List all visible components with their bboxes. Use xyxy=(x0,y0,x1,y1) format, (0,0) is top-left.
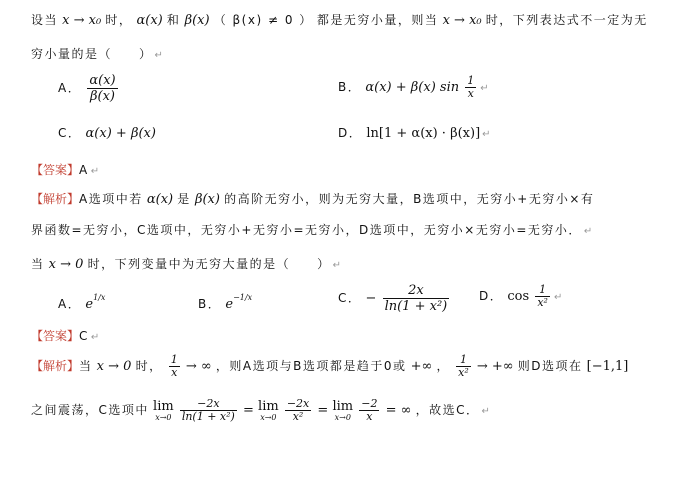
q2-analysis-condition: x → 0 xyxy=(96,359,132,374)
q2-option-d-fn: cos xyxy=(507,289,530,304)
q2-option-c xyxy=(338,283,451,314)
q1-stem-condition-2: x → x₀ xyxy=(442,13,482,28)
q2-option-c-fraction xyxy=(383,283,450,314)
paragraph-mark: ↵ xyxy=(583,226,593,237)
option-label: A． xyxy=(58,81,82,95)
paragraph-mark: ↵ xyxy=(482,129,491,140)
numerator: −2x xyxy=(286,397,310,410)
numerator: α(x) xyxy=(89,73,116,88)
q2-stem-condition: x → 0 xyxy=(48,257,84,272)
numerator: −2x xyxy=(180,398,237,411)
numerator: 1 xyxy=(170,353,178,366)
q1-option-c xyxy=(58,124,156,141)
q2-stem-text: 时，下列变量中为无穷大量的是（ ） xyxy=(87,257,331,271)
q1-stem-line-1 xyxy=(31,11,648,30)
denominator: x² xyxy=(537,296,548,309)
q1-beta: β(x) xyxy=(184,13,210,28)
q2-analysis-text: ，故选C． xyxy=(415,403,480,417)
q1-paren-condition: （ β(x) ≠ 0 ） xyxy=(213,13,313,27)
q2-analysis-line-2 xyxy=(31,398,490,423)
q2-option-a xyxy=(58,293,105,312)
q2-analysis-text: 之间震荡，C选项中 xyxy=(31,403,149,417)
option-label: D． xyxy=(479,289,504,303)
q1-analysis-text: 的高阶无穷小，则为无穷大量，B选项中，无穷小+无穷小×有 xyxy=(224,192,595,206)
q1-stem-text: 都是无穷小量，则当 xyxy=(316,13,439,27)
q1-stem-line-2 xyxy=(31,45,163,65)
denominator: ln(1 + x²) xyxy=(181,410,235,423)
q2-limit-fraction-1 xyxy=(180,398,237,423)
q2-analysis-text: 则D选项在 xyxy=(517,359,583,373)
equals-sign: = xyxy=(242,403,254,418)
numerator: 1 xyxy=(456,354,471,367)
lim-subscript: x→0 xyxy=(334,412,351,422)
q2-option-c-sign: − xyxy=(365,291,377,306)
q1-stem-text: 穷小量的是（ ） xyxy=(31,47,153,61)
q2-analysis-limit-2: → +∞ xyxy=(476,359,514,374)
option-label: B． xyxy=(198,297,222,311)
q1-analysis-text: 界函数=无穷小，C选项中，无穷小+无穷小=无穷小，D选项中，无穷小×无穷小=无穷小． xyxy=(31,223,582,237)
numerator: 1 xyxy=(467,74,475,87)
q1-stem-text: 时，下列表达式不一定为无 xyxy=(485,13,648,27)
analysis-tag: 【解析】 xyxy=(31,359,80,373)
limit-operator xyxy=(258,400,279,422)
denominator: x² xyxy=(292,410,304,423)
q1-option-d-expr: ln[1 + α(x) · β(x)] xyxy=(366,126,481,141)
q2-option-d xyxy=(479,284,562,309)
q1-answer: A xyxy=(79,163,89,177)
q2-analysis-text: ， xyxy=(436,359,450,373)
q1-stem-text: 时， xyxy=(105,13,133,27)
lim-subscript: x→0 xyxy=(260,412,277,422)
q2-analysis-infinity: +∞ xyxy=(410,359,433,374)
q1-option-a-fraction xyxy=(87,73,117,104)
limit-operator xyxy=(332,400,353,422)
q1-alpha: α(x) xyxy=(136,13,163,28)
q1-option-b xyxy=(338,75,489,100)
q1-analysis-text: 是 xyxy=(177,192,191,206)
q2-option-b-exponent: −1/x xyxy=(233,293,253,302)
option-label: C． xyxy=(58,126,82,140)
option-label: B． xyxy=(338,80,362,94)
numerator: 2x xyxy=(383,283,450,299)
q2-option-b-base: e xyxy=(225,297,234,312)
q1-and: 和 xyxy=(166,13,181,27)
paragraph-mark: ↵ xyxy=(154,50,163,61)
option-label: D． xyxy=(338,126,363,140)
answer-tag: 【答案】 xyxy=(31,163,80,177)
q1-stem-condition: x → x₀ xyxy=(62,13,102,28)
q1-option-b-fraction xyxy=(465,75,476,100)
lim-word: lim xyxy=(258,398,279,414)
analysis-tag: 【解析】 xyxy=(31,192,80,206)
paragraph-mark: ↵ xyxy=(90,166,100,177)
q1-analysis-line-2 xyxy=(31,221,592,241)
option-label: C． xyxy=(338,291,362,305)
q2-limit-fraction-3 xyxy=(359,398,379,423)
q1-answer-line xyxy=(31,161,99,181)
q2-answer: C xyxy=(79,329,89,343)
q1-analysis-line-1 xyxy=(31,190,594,209)
q1-analysis-text: A选项中若 xyxy=(79,192,143,206)
q2-analysis-line-1 xyxy=(31,354,628,379)
q1-analysis-alpha: α(x) xyxy=(146,192,174,207)
paragraph-mark: ↵ xyxy=(90,332,100,343)
denominator: x² xyxy=(458,366,469,379)
denominator: x xyxy=(467,87,474,100)
q2-stem-text: 当 xyxy=(31,257,45,271)
denominator: β(x) xyxy=(89,89,115,104)
denominator: x xyxy=(171,366,178,379)
q1-option-d xyxy=(338,124,491,141)
q2-analysis-fraction-1 xyxy=(169,354,180,379)
limit-operator xyxy=(153,400,174,422)
paragraph-mark: ↵ xyxy=(481,406,490,417)
paragraph-mark: ↵ xyxy=(553,292,563,303)
q2-analysis-limit: → ∞ xyxy=(185,359,212,374)
q2-stem-line xyxy=(31,255,341,275)
q1-analysis-beta: β(x) xyxy=(194,192,220,207)
option-label: A． xyxy=(58,297,82,311)
q2-limit-fraction-2 xyxy=(285,398,311,423)
q1-stem-text: 设当 xyxy=(31,13,59,27)
q2-analysis-interval: [−1,1] xyxy=(586,359,629,374)
q1-option-c-expr: α(x) + β(x) xyxy=(85,126,156,141)
denominator: x xyxy=(366,410,373,423)
q2-option-b xyxy=(198,293,252,312)
q2-option-d-fraction xyxy=(535,284,550,309)
q2-option-a-base: e xyxy=(85,297,94,312)
q2-analysis-text: 当 xyxy=(79,359,93,373)
numerator: −2 xyxy=(361,397,378,410)
denominator: ln(1 + x²) xyxy=(384,299,448,314)
q2-analysis-text: ，则A选项与B选项都是趋于0或 xyxy=(215,359,407,373)
q2-option-a-exponent: 1/x xyxy=(93,293,106,302)
q2-analysis-text: 时， xyxy=(135,359,163,373)
q2-answer-line xyxy=(31,327,99,347)
q1-option-a xyxy=(58,73,120,104)
paragraph-mark: ↵ xyxy=(332,260,341,271)
equals-sign: = xyxy=(317,403,329,418)
lim-word: lim xyxy=(332,398,354,414)
numerator: 1 xyxy=(535,284,550,297)
lim-subscript: x→0 xyxy=(155,412,172,422)
q1-option-b-expr: α(x) + β(x) sin xyxy=(365,80,460,95)
lim-word: lim xyxy=(153,398,174,414)
answer-tag: 【答案】 xyxy=(31,329,80,343)
paragraph-mark: ↵ xyxy=(480,83,489,94)
q2-analysis-fraction-2 xyxy=(456,354,471,379)
limit-result: = ∞ xyxy=(385,403,412,418)
